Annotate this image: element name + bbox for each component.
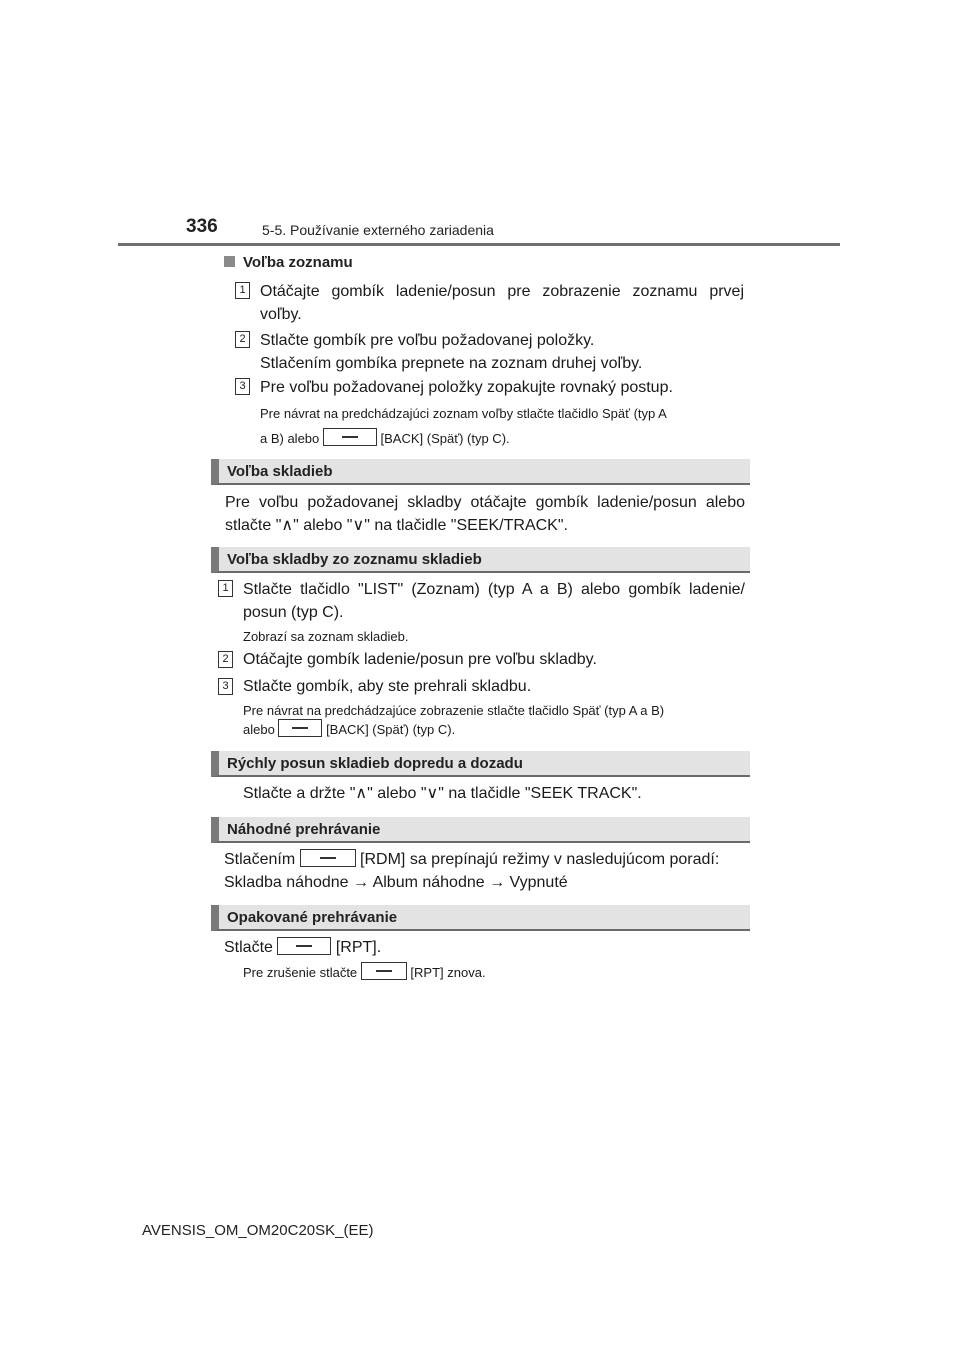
section-band-random [211,817,750,843]
track-selection-title: Voľba skladieb [227,463,333,480]
header-rule [118,243,840,246]
repeat-title: Opakované prehrávanie [227,909,398,926]
track-list-step-2-text: Otáčajte gombík ladenie/posun pre voľbu skladby. [243,651,597,668]
list-selection-title: Voľba zoznamu [243,254,353,271]
section-title: 5-5. Používanie externého zariadenia [262,222,494,238]
list-step-2-line1: Stlačte gombík pre voľbu požadovanej položky. [260,332,595,349]
step-number: 1 [218,580,233,597]
section-band-track-list [211,547,750,573]
rpt-button-icon [277,937,331,955]
list-step-2-text [260,329,744,375]
fast-seek-title: Rýchly posun skladieb dopredu a dozadu [227,755,523,772]
repeat-note: Pre zrušenie stlačte [RPT] znova. [243,962,745,983]
rdm-button-icon [300,849,356,867]
random-line1: Stlačením [RDM] sa prepínajú režimy v nasledujúcom poradí: [224,851,720,868]
repeat-text: Stlačte [RPT]. [224,939,382,956]
step-number: 1 [235,282,250,299]
step-number: 3 [218,678,233,695]
list-step-1-text: Otáčajte gombík ladenie/posun pre zobrazenie zoznamu prvej voľby. [260,283,744,323]
fast-seek-text: Stlačte a držte "∧" alebo "∨" na tlačidle "SEEK TRACK". [243,785,642,802]
rpt-button-icon [361,962,407,980]
track-list-note-line2: alebo [BACK] (Späť) (typ C). [243,719,745,738]
square-bullet-icon [224,256,235,267]
section-band-repeat [211,905,750,931]
list-note-line1: Pre návrat na predchádzajúci zoznam voľby stlačte tlačidlo Späť (typ A [260,406,667,421]
step-number: 2 [235,331,250,348]
track-list-note-line1: Pre návrat na predchádzajúce zobrazenie stlačte tlačidlo Späť (typ A a B) [243,703,665,718]
track-list-title: Voľba skladby zo zoznamu skladieb [227,551,482,568]
track-list-step-3-text: Stlačte gombík, aby ste prehrali skladbu. [243,678,532,695]
step-number: 3 [235,378,250,395]
track-list-note [243,703,745,738]
list-step-3-text: Pre voľbu požadovanej položky zopakujte rovnaký postup. [260,379,673,396]
track-selection-text: Pre voľbu požadovanej skladby otáčajte gombík ladenie/posun alebo stlačte "∧" alebo "∨" na tlačidle "SEEK/TRACK". [225,494,745,534]
random-title: Náhodné prehrávanie [227,821,381,838]
random-text [224,848,749,894]
section-band-fast-seek [211,751,750,777]
back-button-icon [323,428,377,446]
list-step-2-line2: Stlačením gombíka prepnete na zoznam druhej voľby. [260,355,643,372]
list-note [260,404,746,449]
step-number: 2 [218,651,233,668]
random-line2: Skladba náhodne → Album náhodne → Vypnuté [224,874,568,891]
list-selection-heading [224,254,353,271]
track-list-step-1-text: Stlačte tlačidlo "LIST" (Zoznam) (typ A a B) alebo gombík ladenie/ posun (typ C). [243,581,745,621]
back-button-icon [278,719,322,737]
track-list-step-1-note: Zobrazí sa zoznam skladieb. [243,629,409,644]
list-note-line2: a B) alebo [BACK] (Späť) (typ C). [260,428,746,449]
page-number: 336 [186,216,218,237]
section-band-track-selection [211,459,750,485]
document-code: AVENSIS_OM_OM20C20SK_(EE) [142,1222,374,1239]
